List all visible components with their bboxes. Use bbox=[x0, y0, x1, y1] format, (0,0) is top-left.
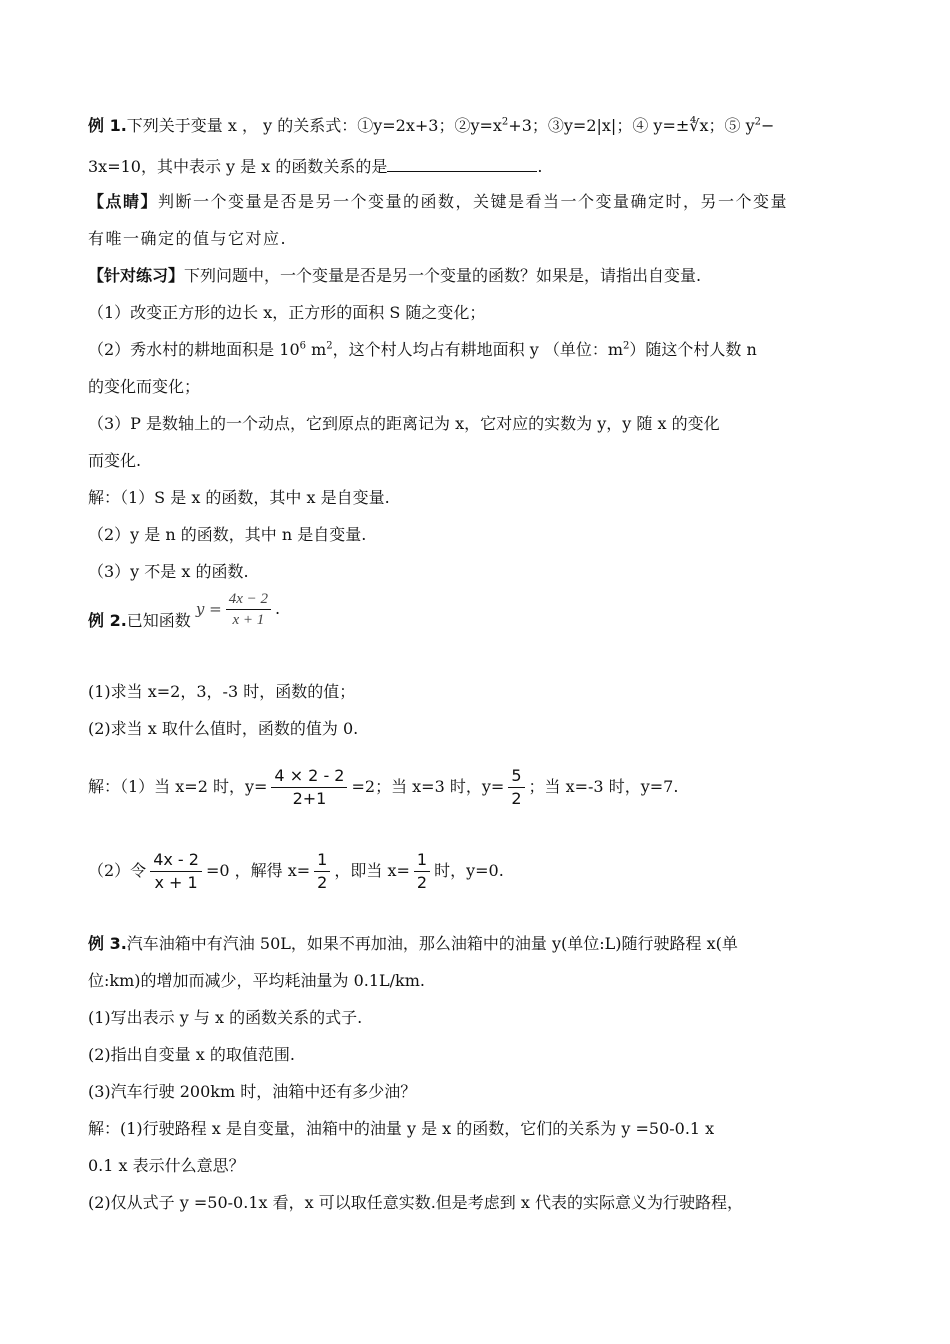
ex1-line-1 bbox=[88, 114, 868, 138]
ex2-answer-2 bbox=[88, 848, 868, 894]
ex3-text-1: 汽车油箱中有汽油 50L，如果不再加油，那么油箱中的油量 y(单位:L)随行驶路程 x(单 bbox=[126, 934, 738, 953]
a1-den-1: 2+1 bbox=[292, 789, 327, 808]
fourth-root: ∜x bbox=[689, 116, 709, 135]
ex3-answer-1: 解：(1)行驶路程 x 是自变量，油箱中的油量 y 是 x 的函数，它们的关系为 y =50-0.1 x bbox=[88, 1119, 715, 1138]
a2-text-d: 时，y=0. bbox=[434, 861, 504, 880]
ex1-text-b: +3；③y=2|x|；④ y=± bbox=[508, 116, 690, 135]
p2-text-a: （2）秀水村的耕地面积是 10 bbox=[88, 340, 300, 359]
ex2-text: 已知函数 bbox=[126, 611, 191, 630]
a2-text-c: ，即当 x= bbox=[334, 861, 410, 880]
ex3-question-1: (1)写出表示 y 与 x 的函数关系的式子. bbox=[88, 1008, 363, 1027]
a2-num-1: 4x - 2 bbox=[150, 849, 202, 872]
ex3-line-1 bbox=[88, 932, 868, 956]
ex1-text-f: . bbox=[537, 157, 543, 176]
a1-text-b: =2；当 x=3 时，y= bbox=[351, 777, 505, 796]
solution-2: （2）y 是 n 的函数，其中 n 是自变量. bbox=[88, 525, 367, 544]
a1-num-1: 4 × 2 - 2 bbox=[271, 765, 347, 788]
ex3-line-2: 位:km)的增加而减少，平均耗油量为 0.1L/km. bbox=[88, 971, 426, 990]
ex1-label: 例 1. bbox=[88, 116, 127, 135]
ex2-dot: . bbox=[275, 599, 281, 618]
a2-text-a: （2）令 bbox=[88, 861, 147, 880]
practice-item-2 bbox=[88, 338, 868, 362]
solution-1: 解：（1）S 是 x 的函数，其中 x 是自变量. bbox=[88, 488, 390, 507]
a2-fraction-3 bbox=[414, 849, 430, 894]
p2-text-d: ）随这个村人数 n bbox=[629, 340, 757, 359]
a2-fraction-2 bbox=[314, 849, 330, 894]
practice-question: 下列问题中，一个变量是否是另一个变量的函数？如果是，请指出自变量. bbox=[184, 266, 702, 285]
ex2-label: 例 2. bbox=[88, 611, 127, 630]
ex1-text-d: − bbox=[761, 116, 775, 135]
practice-item-2-cont: 的变化而变化； bbox=[88, 377, 201, 396]
ex1-sup-2: 2 bbox=[754, 116, 761, 128]
a1-den-2: 2 bbox=[511, 789, 522, 808]
ex2-question-1: (1)求当 x=2，3，-3 时，函数的值； bbox=[88, 682, 356, 701]
ex2-line bbox=[88, 593, 868, 649]
a2-fraction-1 bbox=[150, 849, 202, 894]
hint-line-2 bbox=[88, 227, 868, 251]
p2-sup-1: 6 bbox=[299, 340, 307, 352]
a2-den-2: 2 bbox=[317, 873, 328, 892]
practice-item-3-cont: 而变化. bbox=[88, 451, 142, 470]
ex1-line-2 bbox=[88, 155, 868, 179]
p2-sup-2: 2 bbox=[326, 340, 333, 352]
a2-num-2: 1 bbox=[314, 849, 330, 872]
p2-text-b: m bbox=[306, 340, 327, 359]
fraction-numerator: 4x − 2 bbox=[226, 589, 271, 610]
ex3-label: 例 3. bbox=[88, 934, 127, 953]
a2-num-3: 1 bbox=[414, 849, 430, 872]
a2-den-3: 2 bbox=[416, 873, 428, 892]
function-fraction bbox=[226, 589, 271, 630]
y-equals: y = bbox=[195, 600, 222, 618]
fraction-denominator: x + 1 bbox=[232, 612, 265, 628]
practice-item-1: （1）改变正方形的边长 x，正方形的面积 S 随之变化； bbox=[88, 303, 486, 322]
p2-text-c: ，这个村人均占有耕地面积 y （单位：m bbox=[332, 340, 624, 359]
ex1-text-c: ；⑤ y bbox=[708, 116, 755, 135]
hint-label: 【点睛】 bbox=[88, 192, 159, 211]
ex2-question-2: (2)求当 x 取什么值时，函数的值为 0. bbox=[88, 719, 359, 738]
p2-sup-3: 2 bbox=[623, 340, 630, 352]
ex3-answer-1-cont: 0.1 x 表示什么意思？ bbox=[88, 1156, 245, 1175]
a2-den-1: x + 1 bbox=[154, 873, 198, 892]
hint-line-1 bbox=[88, 190, 868, 214]
a2-text-b: =0 ，解得 x= bbox=[205, 861, 311, 880]
ex3-answer-2: (2)仅从式子 y =50-0.1x 看，x 可以取任意实数.但是考虑到 x 代表的实际意义为行驶路程， bbox=[88, 1193, 743, 1212]
a1-text-a: 解：（1）当 x=2 时，y= bbox=[88, 777, 268, 796]
ex3-question-3: (3)汽车行驶 200km 时，油箱中还有多少油？ bbox=[88, 1082, 417, 1101]
ex1-text-a: 下列关于变量 x ， y 的关系式：①y=2x+3；②y=x bbox=[126, 116, 502, 135]
ex1-text-e: 3x=10，其中表示 y 是 x 的函数关系的是 bbox=[88, 157, 388, 176]
solution-3: （3）y 不是 x 的函数. bbox=[88, 562, 249, 581]
ex3-question-2: (2)指出自变量 x 的取值范围. bbox=[88, 1045, 295, 1064]
answer-blank bbox=[387, 155, 537, 172]
hint-text-1: 判断一个变量是否是另一个变量的函数，关键是看当一个变量确定时，另一个变量 bbox=[158, 192, 789, 211]
practice-item-3: （3）P 是数轴上的一个动点，它到原点的距离记为 x，它对应的实数为 y，y 随 x 的变化 bbox=[88, 414, 720, 433]
a1-fraction-2 bbox=[508, 765, 524, 810]
a1-fraction-1 bbox=[271, 765, 347, 810]
ex1-sup-1: 2 bbox=[501, 116, 509, 128]
ex2-answer-1 bbox=[88, 764, 868, 810]
practice-line bbox=[88, 264, 868, 288]
a1-text-c: ；当 x=-3 时，y=7. bbox=[528, 777, 679, 796]
hint-text-2: 有唯一确定的值与它对应. bbox=[88, 229, 288, 248]
a1-num-2: 5 bbox=[508, 765, 524, 788]
practice-label: 【针对练习】 bbox=[88, 266, 185, 285]
